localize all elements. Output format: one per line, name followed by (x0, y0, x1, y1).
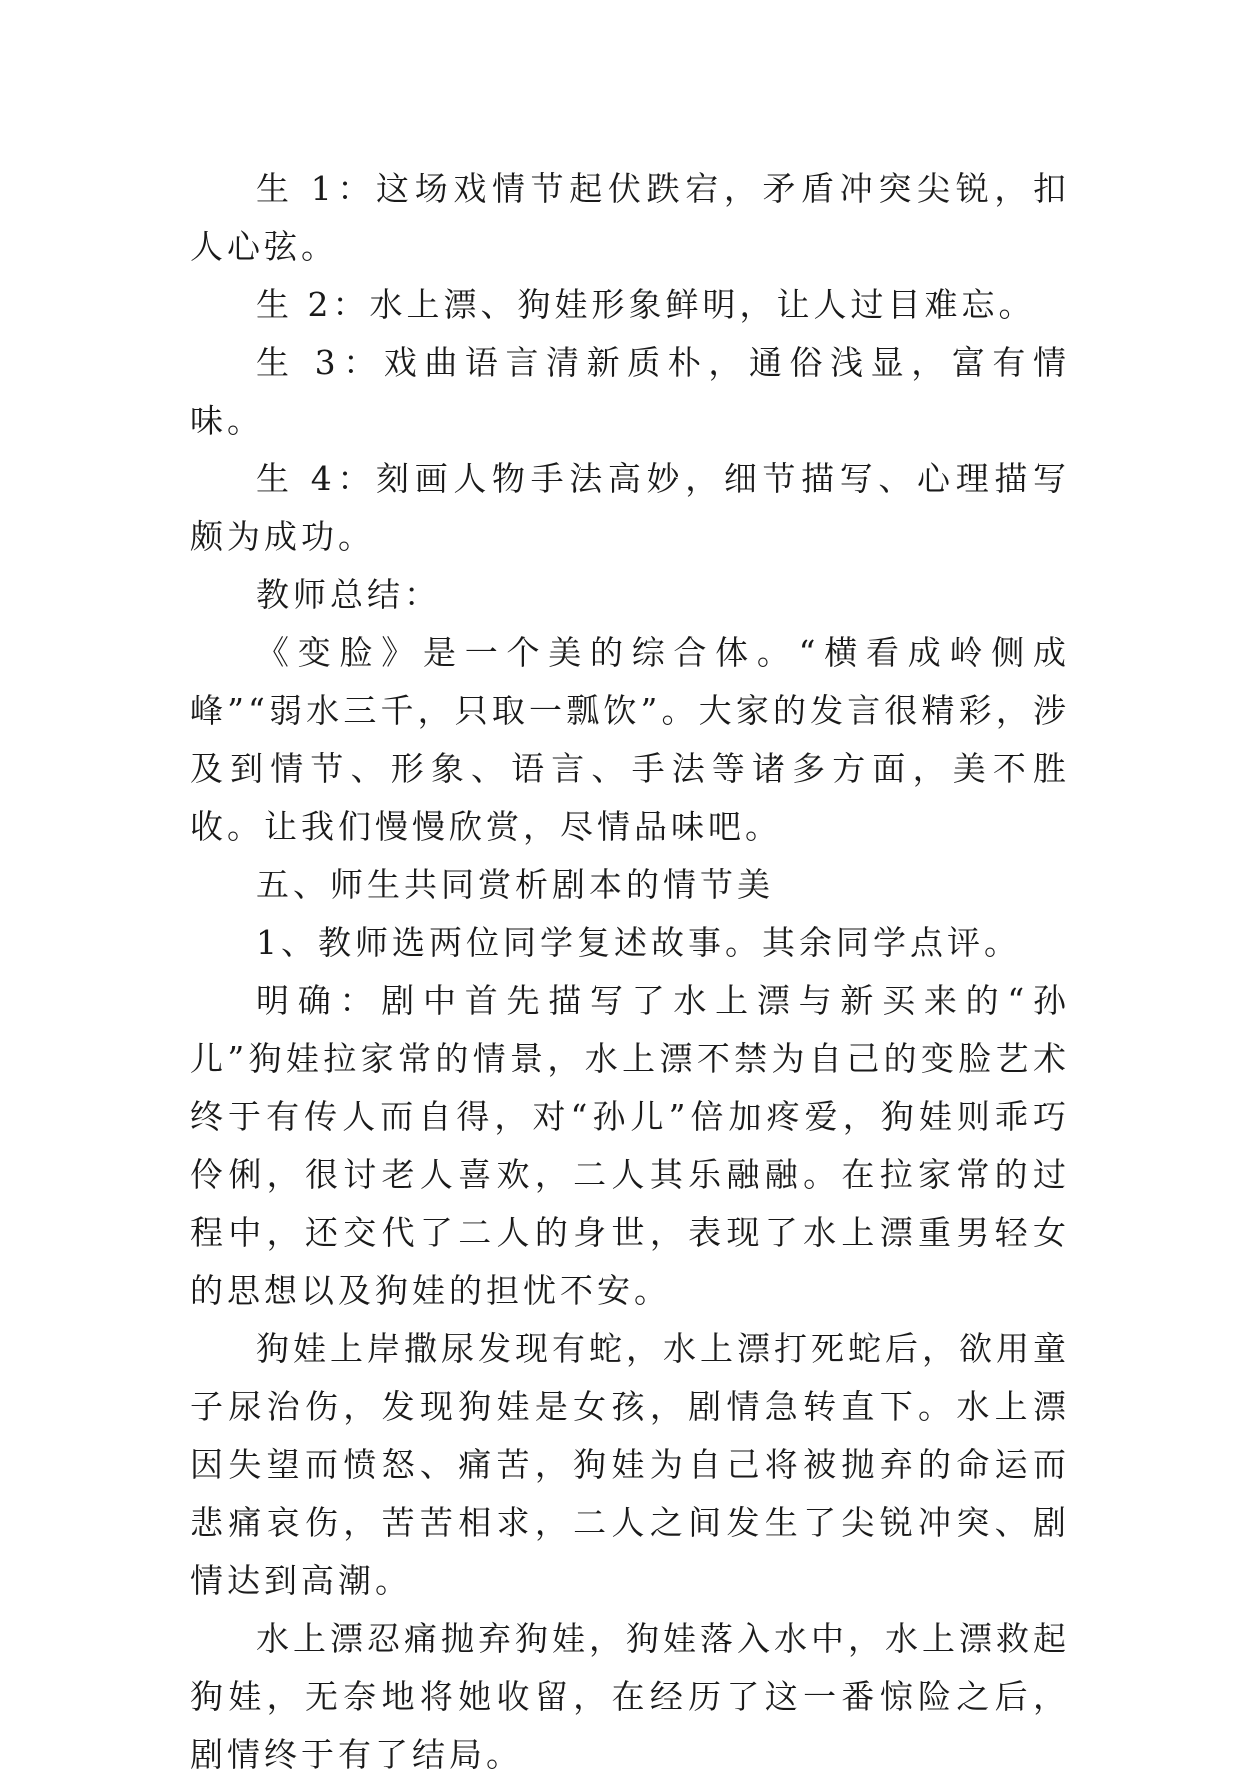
paragraph-student-3: 生 3：戏曲语言清新质朴，通俗浅显，富有情味。 (190, 343, 1070, 440)
section-heading-plot-beauty: 五、师生共同赏析剧本的情节美 (256, 865, 774, 904)
paragraph-student-4: 生 4：刻画人物手法高妙，细节描写、心理描写颇为成功。 (190, 459, 1070, 556)
paragraph-teacher-summary: 《变脸》是一个美的综合体。“横看成岭侧成峰”“弱水三千，只取一瓢饮”。大家的发言很精彩，涉及到情节、形象、语言、手法等诸多方面，美不胜收。让我们慢慢欣赏，尽情品味吧。 (190, 633, 1070, 846)
paragraph-teacher-summary-heading: 教师总结： (256, 575, 441, 614)
paragraph-student-2: 生 2：水上漂、狗娃形象鲜明，让人过目难忘。 (256, 285, 1036, 324)
paragraph-clarification: 明确：剧中首先描写了水上漂与新买来的“孙儿”狗娃拉家常的情景，水上漂不禁为自己的变脸艺术终于有传人而自得，对“孙儿”倍加疼爱，狗娃则乖巧伶俐，很讨老人喜欢，二人其乐融融。在拉家常的过程中，还交代了二人的身世，表现了水上漂重男轻女的思想以及狗娃的担忧不安。 (190, 981, 1070, 1310)
document-body (190, 160, 1070, 1784)
paragraph-student-1: 生 1：这场戏情节起伏跌宕，矛盾冲突尖锐，扣人心弦。 (190, 169, 1070, 266)
paragraph-plot-ending: 水上漂忍痛抛弃狗娃，狗娃落入水中，水上漂救起狗娃，无奈地将她收留，在经历了这一番惊险之后，剧情终于有了结局。 (190, 1619, 1070, 1774)
paragraph-step-1: 1、教师选两位同学复述故事。其余同学点评。 (256, 923, 1021, 962)
paragraph-plot-turn: 狗娃上岸撒尿发现有蛇，水上漂打死蛇后，欲用童子尿治伤，发现狗娃是女孩，剧情急转直下。水上漂因失望而愤怒、痛苦，狗娃为自己将被抛弃的命运而悲痛哀伤，苦苦相求，二人之间发生了尖锐冲突、剧情达到高潮。 (190, 1329, 1070, 1600)
